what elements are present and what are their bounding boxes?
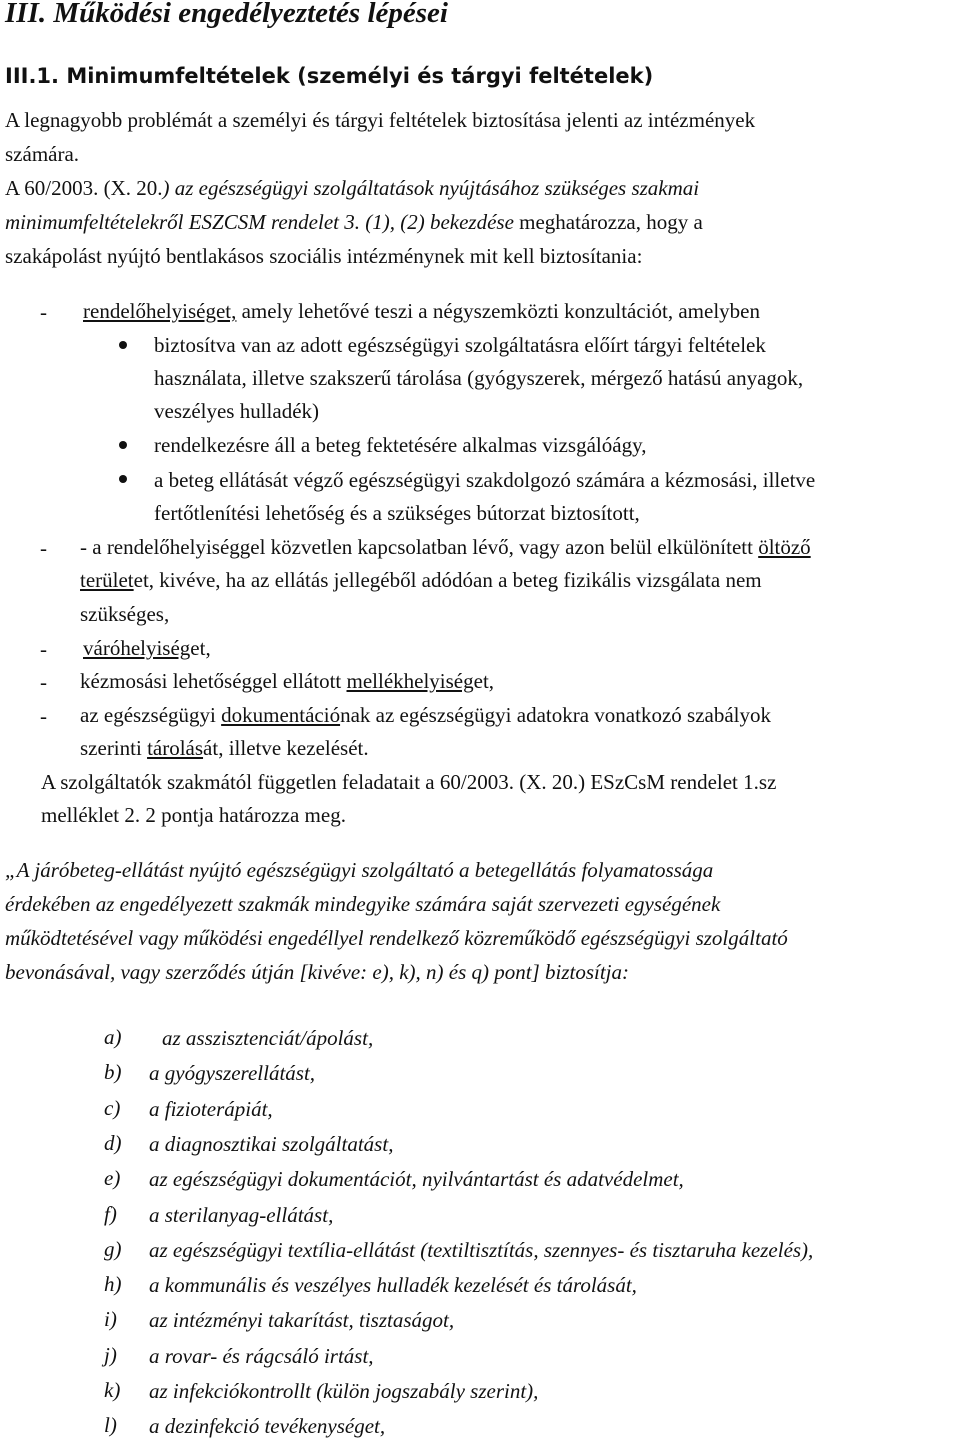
requirement-dressing-area-2: területet, kivéve, ha az ellátás jellegéből adódóan a beteg fizikális vizsgálata nem (80, 568, 762, 592)
dash-marker: - (40, 637, 47, 661)
closing-line-1: A szolgáltatók szakmától független feladatait a 60/2003. (X. 20.) ESzCsM rendelet 1.sz (41, 770, 777, 794)
intro-line-3: A 60/2003. (X. 20.) az egészségügyi szolgáltatások nyújtásához szükséges szakmai (5, 176, 700, 200)
bullet-text: veszélyes hulladék) (154, 399, 320, 423)
list-item-letter: d) (104, 1131, 122, 1155)
intro-line-1: A legnagyobb problémát a személyi és tárgyi feltételek biztosítása jelenti az intézmények (5, 108, 756, 132)
list-item-letter: h) (104, 1272, 122, 1296)
requirement-documentation: az egészségügyi dokumentációnak az egészségügyi adatokra vonatkozó szabályok (80, 703, 771, 727)
list-item-letter: e) (104, 1166, 121, 1190)
bullet-text: rendelkezésre áll a beteg fektetésére alkalmas vizsgálóágy, (154, 433, 647, 457)
list-item-letter: l) (104, 1413, 117, 1437)
list-item-text: a kommunális és veszélyes hulladék kezelését és tárolását, (149, 1273, 637, 1297)
dash-marker: - (40, 704, 47, 728)
page-heading: III. Működési engedélyeztetés lépései (5, 0, 448, 29)
bullet-text: biztosítva van az adott egészségügyi szolgáltatásra előírt tárgyi feltételek (154, 333, 766, 357)
list-item-text: az egészségügyi textília-ellátást (textiltisztítás, szennyes- és tisztaruha kezelés), (149, 1238, 814, 1262)
requirement-restroom: kézmosási lehetőséggel ellátott mellékhelyiséget, (80, 669, 495, 693)
list-item-text: a sterilanyag-ellátást, (149, 1203, 334, 1227)
intro-line-2: számára. (5, 142, 80, 166)
section-heading: III.1. Minimumfeltételek (személyi és tárgyi feltételek) (5, 64, 654, 88)
bullet-icon (119, 341, 127, 349)
bullet-text: a beteg ellátását végző egészségügyi szakdolgozó számára a kézmosási, illetve (154, 468, 816, 492)
list-item-letter: f) (104, 1202, 117, 1226)
dash-marker: - (40, 536, 47, 560)
list-item-letter: g) (104, 1237, 122, 1261)
closing-line-2: melléklet 2. 2 pontja határozza meg. (41, 803, 346, 827)
list-item-letter: a) (104, 1025, 122, 1049)
list-item-letter: c) (104, 1096, 121, 1120)
list-item-text: a diagnosztikai szolgáltatást, (149, 1132, 394, 1156)
dash-marker: - (40, 670, 47, 694)
list-item-letter: b) (104, 1060, 122, 1084)
list-item-text: a fizioterápiát, (149, 1097, 273, 1121)
requirement-waiting-room: váróhelyiséget, (83, 636, 211, 660)
intro-line-5: szakápolást nyújtó bentlakásos szociális intézménynek mit kell biztosítania: (5, 244, 643, 268)
bullet-text: fertőtlenítési lehetőség és a szükséges bútorzat biztosított, (154, 501, 640, 525)
list-item-text: a rovar- és rágcsáló irtást, (149, 1344, 374, 1368)
list-item-text: az asszisztenciát/ápolást, (162, 1026, 374, 1050)
requirement-dressing-area-3: szükséges, (80, 602, 170, 626)
dash-marker: - (40, 300, 47, 324)
bullet-text: használata, illetve szakszerű tárolása (gyógyszerek, mérgező hatású anyagok, (154, 366, 804, 390)
quote-line-1: „A járóbeteg-ellátást nyújtó egészségügyi szolgáltató a betegellátás folyamatossága (5, 858, 714, 882)
list-item-text: a dezinfekció tevékenységet, (149, 1414, 386, 1438)
quote-line-2: érdekében az engedélyezett szakmák mindegyike számára saját szervezeti egységének (5, 892, 721, 916)
quote-line-3: működtetésével vagy működési engedéllyel rendelkező közreműködő egészségügyi szolgáltató (5, 926, 788, 950)
bullet-icon (119, 475, 127, 483)
list-item-text: az infekciókontrollt (külön jogszabály szerint), (149, 1379, 539, 1403)
list-item-letter: j) (104, 1343, 117, 1367)
list-item-text: a gyógyszerellátást, (149, 1061, 316, 1085)
intro-line-4: minimumfeltételekről ESZCSM rendelet 3. (1), (2) bekezdése meghatározza, hogy a (5, 210, 703, 234)
requirement-documentation-2: szerinti tárolását, illetve kezelését. (80, 736, 369, 760)
list-item-letter: k) (104, 1378, 121, 1402)
requirement-consulting-room: rendelőhelyiséget, amely lehetővé teszi a négyszemközti konzultációt, amelyben (83, 299, 760, 323)
list-item-letter: i) (104, 1307, 117, 1331)
quote-line-4: bevonásával, vagy szerződés útján [kivéve: e), k), n) és q) pont] biztosítja: (5, 960, 630, 984)
list-item-text: az egészségügyi dokumentációt, nyilvántartást és adatvédelmet, (149, 1167, 684, 1191)
list-item-text: az intézményi takarítást, tisztaságot, (149, 1308, 455, 1332)
requirement-dressing-area: - a rendelőhelyiséggel közvetlen kapcsolatban lévő, vagy azon belül elkülönített öltöző (80, 535, 811, 559)
bullet-icon (119, 441, 127, 449)
